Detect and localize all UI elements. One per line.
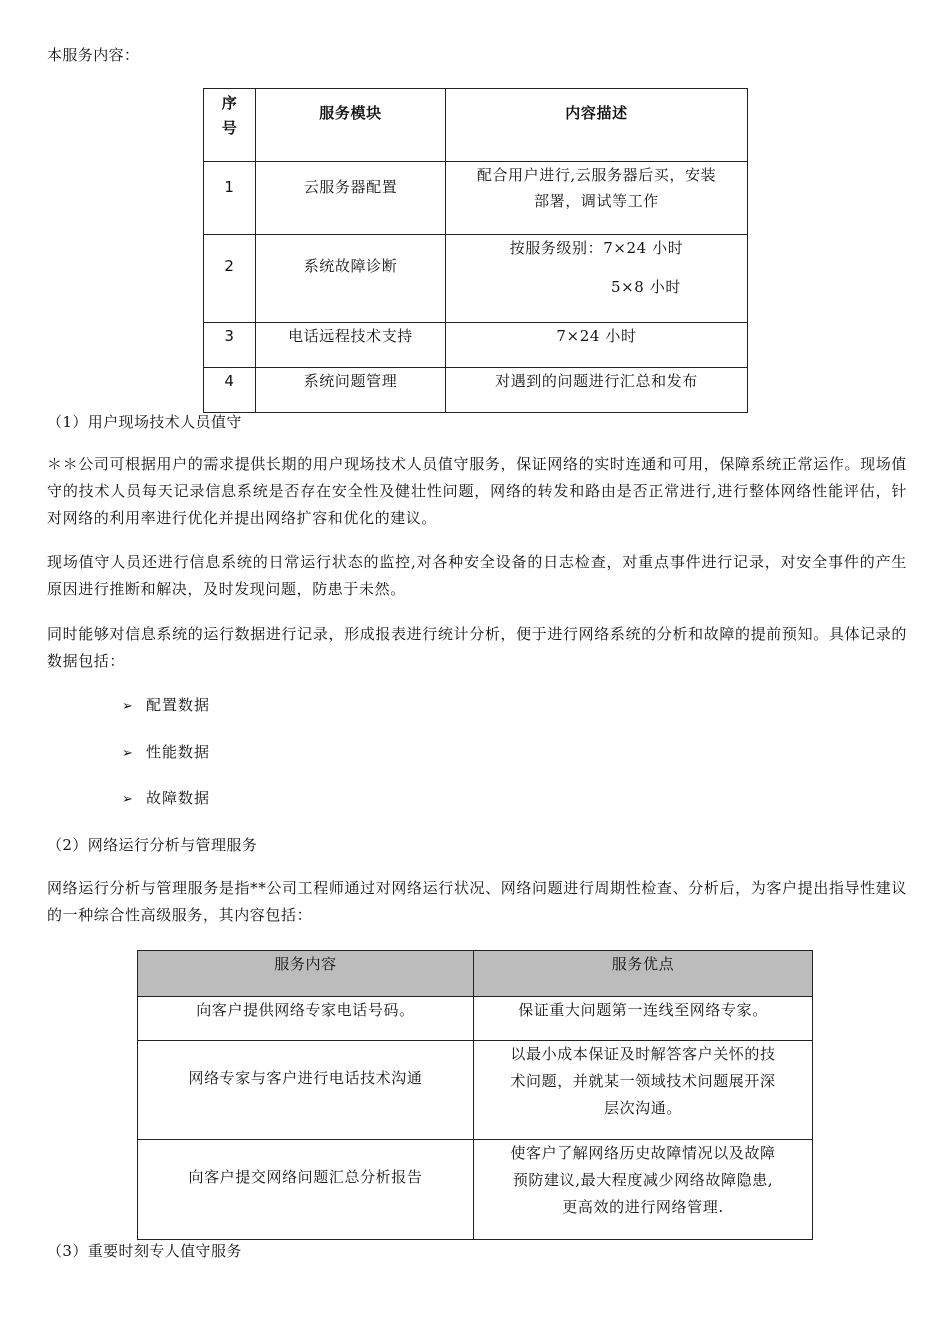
service-module-table [203,88,748,413]
benefit-line: 预防建议,最大程度减少网络故障隐患, [512,1171,774,1189]
row-number: 2 [224,257,235,275]
table-row [204,368,748,413]
table-row [204,323,748,368]
section-heading: （3）重要时刻专人值守服务 [47,1242,242,1260]
intro-text: 本服务内容： [47,46,140,64]
paragraph: 现场值守人员还进行信息系统的日常运行状态的监控,对各种安全设备的日志检查，对重点事件进行记录，对安全事件的产生原因进行推断和解决，及时发现问题，防患于未然。 [47,553,907,598]
module-name: 系统故障诊断 [303,257,398,275]
benefit-line: 以最小成本保证及时解答客户关怀的技 [510,1045,776,1063]
table-row [204,162,748,235]
section-heading: （2）网络运行分析与管理服务 [47,836,258,854]
list-item: ➢ 配置数据 [122,696,211,714]
row-number: 4 [224,372,235,390]
table-header-row [204,89,748,162]
header-module: 服务模块 [256,89,446,162]
benefit-line: 更高效的进行网络管理. [562,1198,724,1216]
row-number: 1 [224,178,235,196]
description-line: 5×8 小时 [611,278,682,296]
description-line: 按服务级别：7×24 小时 [509,239,684,257]
description-line: 对遇到的问题进行汇总和发布 [495,372,698,390]
benefit-line: 层次沟通。 [603,1099,682,1117]
module-name: 云服务器配置 [303,178,398,196]
section-heading: （1）用户现场技术人员值守 [47,413,242,431]
paragraph: 网络运行分析与管理服务是指**公司工程师通过对网络运行状况、网络问题进行周期性检查、分析后，为客户提出指导性建议的一种综合性高级服务，其内容包括： [47,879,907,924]
content-cell: 向客户提交网络问题汇总分析报告 [188,1168,423,1186]
benefit-line: 使客户了解网络历史故障情况以及故障 [510,1144,776,1162]
module-name: 系统问题管理 [303,372,398,390]
table-header-row [138,951,813,997]
description-line: 部署，调试等工作 [534,192,659,210]
content-cell: 向客户提供网络专家电话号码。 [196,1001,415,1019]
paragraph: 同时能够对信息系统的运行数据进行记录，形成报表进行统计分析，便于进行网络系统的分析和故障的提前预知。具体记录的数据包括： [47,625,907,670]
header-serial: 序号 [204,89,256,162]
table-row [138,1140,813,1240]
header-content: 服务内容 [138,951,474,997]
arrow-bullet-icon: ➢ [122,792,134,807]
module-name: 电话远程技术支持 [288,327,413,345]
list-item: ➢ 性能数据 [122,743,211,761]
table-row [138,1041,813,1140]
paragraph: ＊＊公司可根据用户的需求提供长期的用户现场技术人员值守服务，保证网络的实时连通和可用，保障系统正常运作。现场值守的技术人员每天记录信息系统是否存在安全性及健壮性问题，网络的转发和路由是否正常进行,进行整体网络性能评估，针对网络的利用率进行优化并提出网络扩容和优化的建议。 [47,455,907,527]
row-number: 3 [224,327,235,345]
description-line: 配合用户进行,云服务器后买，安装 [476,166,717,184]
arrow-bullet-icon: ➢ [122,746,134,761]
table-row [204,235,748,323]
benefit-line: 术问题，并就某一领域技术问题展开深 [510,1072,776,1090]
description-line: 7×24 小时 [556,327,637,345]
list-item: ➢ 故障数据 [122,789,211,807]
benefit-line: 保证重大问题第一连线至网络专家。 [518,1001,768,1019]
table-row [138,997,813,1041]
content-cell: 网络专家与客户进行电话技术沟通 [188,1069,423,1087]
arrow-bullet-icon: ➢ [122,699,134,714]
service-benefit-table [137,950,813,1240]
header-description: 内容描述 [446,89,748,162]
header-benefit: 服务优点 [474,951,813,997]
